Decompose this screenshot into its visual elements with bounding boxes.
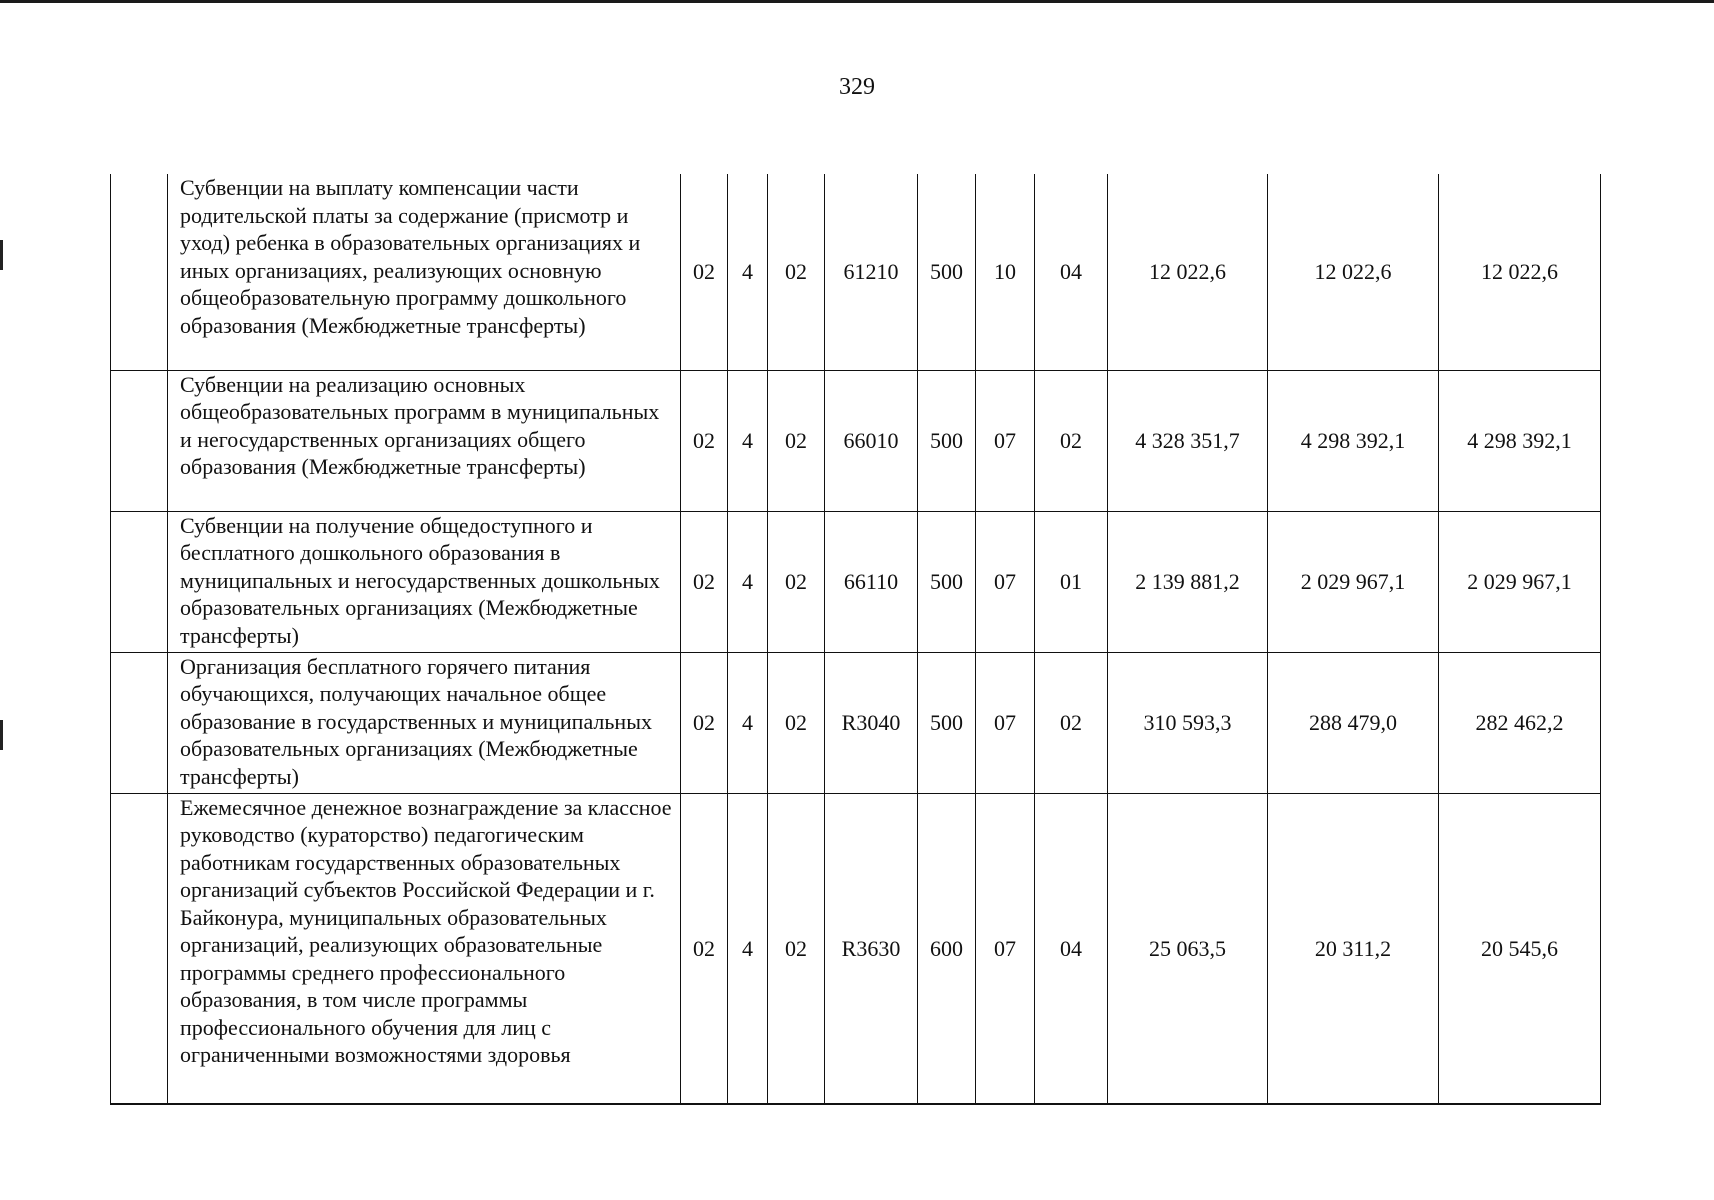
scan-top-edge (0, 0, 1714, 3)
row-index-cell (111, 511, 168, 652)
direction-code: 66010 (825, 370, 918, 511)
table-row (111, 652, 1601, 793)
subprogram-code: 4 (728, 511, 768, 652)
section: 07 (976, 793, 1035, 1104)
subsection: 02 (1035, 370, 1108, 511)
scan-mark-left-1 (0, 240, 3, 270)
row-index-cell (111, 174, 168, 370)
amount-year-1: 310 593,3 (1108, 652, 1268, 793)
section: 07 (976, 370, 1035, 511)
expense-type-code: 500 (918, 370, 976, 511)
expense-type-code: 500 (918, 511, 976, 652)
program-code: 02 (681, 370, 728, 511)
amount-year-1: 25 063,5 (1108, 793, 1268, 1104)
budget-table (110, 174, 1601, 1105)
section-code: 02 (768, 174, 825, 370)
program-code: 02 (681, 652, 728, 793)
subprogram-code: 4 (728, 370, 768, 511)
table-row (111, 793, 1601, 1104)
amount-year-3: 20 545,6 (1439, 793, 1601, 1104)
amount-year-3: 282 462,2 (1439, 652, 1601, 793)
row-description: Организация бесплатного горячего питания обучающихся, получающих начальное общее образование в государственных и муниципальных образовательных организациях (Межбюджетные трансферты) (168, 652, 681, 793)
row-index-cell (111, 652, 168, 793)
section-code: 02 (768, 370, 825, 511)
amount-year-1: 2 139 881,2 (1108, 511, 1268, 652)
expense-type-code: 500 (918, 652, 976, 793)
direction-code: R3630 (825, 793, 918, 1104)
amount-year-3: 12 022,6 (1439, 174, 1601, 370)
subprogram-code: 4 (728, 793, 768, 1104)
amount-year-3: 2 029 967,1 (1439, 511, 1601, 652)
subsection: 04 (1035, 793, 1108, 1104)
amount-year-1: 4 328 351,7 (1108, 370, 1268, 511)
row-index-cell (111, 370, 168, 511)
amount-year-2: 2 029 967,1 (1268, 511, 1439, 652)
subsection: 04 (1035, 174, 1108, 370)
amount-year-2: 20 311,2 (1268, 793, 1439, 1104)
subsection: 01 (1035, 511, 1108, 652)
scan-mark-left-2 (0, 720, 3, 750)
section-code: 02 (768, 511, 825, 652)
table-row (111, 370, 1601, 511)
section-code: 02 (768, 793, 825, 1104)
program-code: 02 (681, 174, 728, 370)
section: 07 (976, 511, 1035, 652)
subprogram-code: 4 (728, 174, 768, 370)
amount-year-2: 288 479,0 (1268, 652, 1439, 793)
amount-year-1: 12 022,6 (1108, 174, 1268, 370)
table-row (111, 511, 1601, 652)
row-description: Ежемесячное денежное вознаграждение за классное руководство (кураторство) педагогическим работникам государственных образовательных организаций субъектов Российской Федерации и г. Байконура, муниципальных образовательных организаций, реализующих образовательные программы среднего профессионального образования, в том числе программы профессионального обучения для лиц с ограниченными возможностями здоровья (168, 793, 681, 1104)
row-description: Субвенции на реализацию основных общеобразовательных программ в муниципальных и негосударственных организациях общего образования (Межбюджетные трансферты) (168, 370, 681, 511)
section: 10 (976, 174, 1035, 370)
program-code: 02 (681, 793, 728, 1104)
program-code: 02 (681, 511, 728, 652)
direction-code: 61210 (825, 174, 918, 370)
amount-year-2: 4 298 392,1 (1268, 370, 1439, 511)
amount-year-3: 4 298 392,1 (1439, 370, 1601, 511)
section-code: 02 (768, 652, 825, 793)
subprogram-code: 4 (728, 652, 768, 793)
amount-year-2: 12 022,6 (1268, 174, 1439, 370)
row-index-cell (111, 793, 168, 1104)
subsection: 02 (1035, 652, 1108, 793)
row-description: Субвенции на выплату компенсации части родительской платы за содержание (присмотр и уход) ребенка в образовательных организациях и иных организациях, реализующих основную общеобразовательную программу дошкольного образования (Межбюджетные трансферты) (168, 174, 681, 370)
expense-type-code: 600 (918, 793, 976, 1104)
page-number: 329 (839, 74, 875, 100)
direction-code: R3040 (825, 652, 918, 793)
table-row (111, 174, 1601, 370)
row-description: Субвенции на получение общедоступного и бесплатного дошкольного образования в муниципальных и негосударственных дошкольных образовательных организациях (Межбюджетные трансферты) (168, 511, 681, 652)
section: 07 (976, 652, 1035, 793)
expense-type-code: 500 (918, 174, 976, 370)
direction-code: 66110 (825, 511, 918, 652)
